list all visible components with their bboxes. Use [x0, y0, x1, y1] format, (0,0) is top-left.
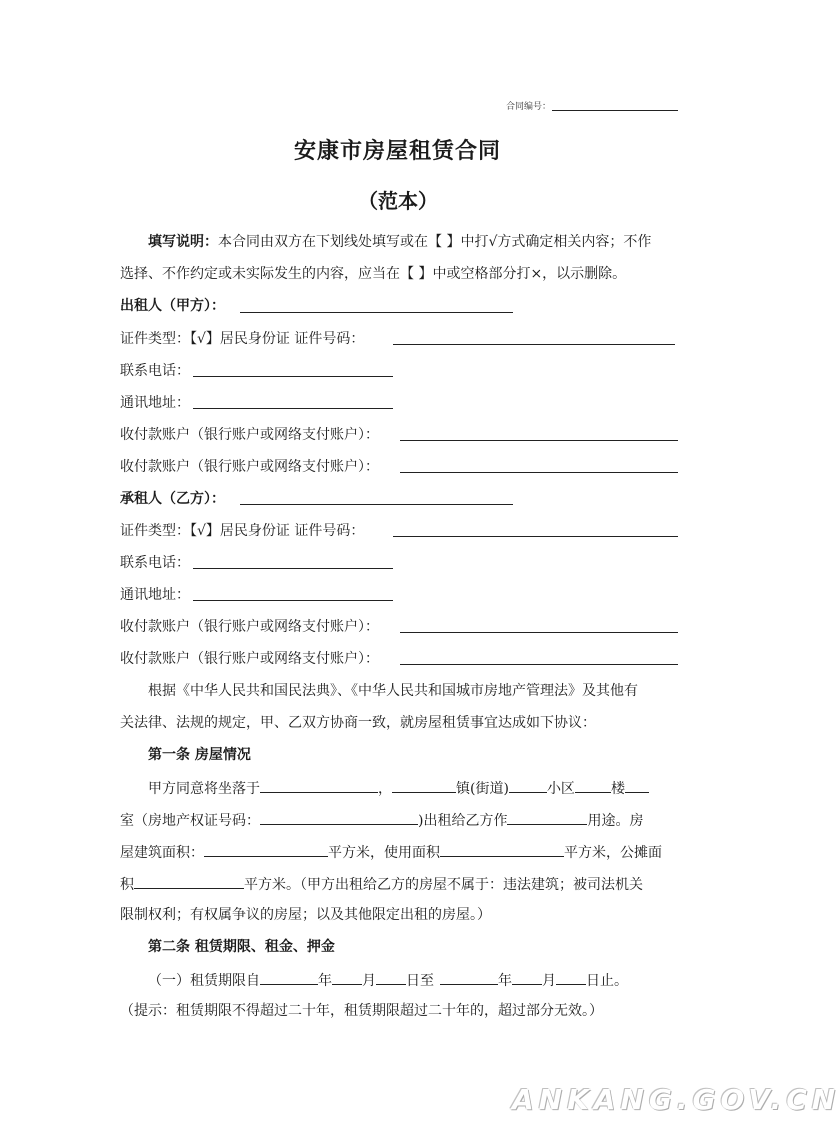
property-use-field[interactable]: [507, 809, 587, 825]
text: 平方米，公摊面: [564, 845, 662, 861]
lessor-account1-label: 收付款账户（银行账户或网络支付账户）：: [120, 427, 379, 443]
property-room-field[interactable]: [625, 777, 649, 793]
instructions-label: 填写说明：: [148, 234, 218, 250]
article-2-line-2: （提示：租赁期限不得超过二十年，租赁期限超过二十年的，超过部分无效。）: [120, 1003, 603, 1019]
text: 月: [362, 973, 376, 989]
lessor-account2-field[interactable]: [400, 472, 678, 473]
text: 积: [120, 877, 134, 893]
article-1-line-4: [120, 873, 643, 895]
lease-end-day-field[interactable]: [556, 969, 586, 985]
article-2-line-1: [148, 969, 628, 991]
text: 楼: [610, 781, 625, 797]
text: （一）租赁期限自: [148, 973, 260, 989]
preamble-line-2: 关法律、法规的规定，甲、乙双方协商一致，就房屋租赁事宜达成如下协议：: [120, 715, 596, 731]
page-subtitle: （范本）: [358, 189, 438, 213]
text: )出租给乙方作: [418, 813, 508, 829]
contract-number-label: 合同编号：: [506, 102, 552, 112]
page-title: 安康市房屋租赁合同: [294, 138, 502, 164]
text: 年: [318, 973, 332, 989]
site-watermark: ANKANG.GOV.CN: [512, 1083, 840, 1116]
lessee-name-field[interactable]: [240, 504, 513, 505]
instructions-line-2: 选择、不作约定或未实际发生的内容，应当在【 】中或空格部分打×，以示删除。: [120, 266, 627, 282]
lease-start-day-field[interactable]: [376, 969, 406, 985]
text: 甲方同意将坐落于: [148, 781, 260, 797]
instructions-line-1: [148, 232, 651, 252]
lease-start-year-field[interactable]: [260, 969, 318, 985]
property-town-field[interactable]: [392, 777, 456, 793]
article-1-line-2: [120, 809, 643, 831]
article-1-line-3: [120, 841, 662, 863]
preamble-line-1: 根据《中华人民共和国民法典》、《中华人民共和国城市房地产管理法》及其他有: [148, 683, 638, 699]
lessor-phone-label: 联系电话：: [120, 363, 190, 379]
lessee-heading: 承租人（乙方）：: [120, 491, 225, 507]
usable-area-field[interactable]: [440, 841, 564, 857]
text: 日止。: [586, 973, 628, 989]
text: 镇(街道): [456, 781, 509, 797]
lease-end-year-field[interactable]: [440, 969, 498, 985]
instructions-text: 本合同由双方在下划线处填写或在【 】中打√方式确定相关内容；不作: [218, 234, 652, 250]
article-1-heading: 第一条 房屋情况: [148, 747, 251, 763]
lessor-id-label: 证件类型：【√】居民身份证 证件号码：: [120, 331, 365, 347]
article-2-heading: 第二条 租赁期限、租金、押金: [148, 939, 335, 955]
property-building-field[interactable]: [575, 777, 611, 793]
lessor-heading: 出租人（甲方）：: [120, 298, 225, 314]
lessee-phone-label: 联系电话：: [120, 555, 190, 571]
lessor-account2-label: 收付款账户（银行账户或网络支付账户）：: [120, 459, 379, 475]
article-1-line-5: 限制权利；有权属争议的房屋；以及其他限定出租的房屋。）: [120, 907, 491, 923]
lease-start-month-field[interactable]: [332, 969, 362, 985]
lessor-account1-field[interactable]: [400, 440, 678, 441]
property-location-field[interactable]: [260, 777, 378, 793]
lessee-account1-field[interactable]: [400, 632, 678, 633]
lessor-phone-field[interactable]: [193, 376, 393, 377]
text: 小区: [546, 781, 575, 797]
property-community-field[interactable]: [509, 777, 547, 793]
lessor-id-field[interactable]: [393, 344, 675, 345]
lessee-address-field[interactable]: [193, 600, 393, 601]
contract-number-field[interactable]: [552, 110, 678, 111]
building-area-field[interactable]: [204, 841, 328, 857]
shared-area-field[interactable]: [134, 873, 244, 889]
lease-end-month-field[interactable]: [512, 969, 542, 985]
text: 平方米。（甲方出租给乙方的房屋不属于：违法建筑；被司法机关: [244, 877, 643, 893]
text: 日至: [406, 973, 434, 989]
lessee-phone-field[interactable]: [193, 568, 393, 569]
text: 月: [542, 973, 556, 989]
lessee-account2-label: 收付款账户（银行账户或网络支付账户）：: [120, 651, 379, 667]
lessee-account2-field[interactable]: [400, 664, 678, 665]
lessee-id-field[interactable]: [393, 536, 678, 537]
text: 平方米，使用面积: [328, 845, 440, 861]
lessor-name-field[interactable]: [240, 312, 513, 313]
article-1-line-1: [148, 777, 649, 799]
text: 室（房地产权证号码：: [120, 813, 260, 829]
lessee-account1-label: 收付款账户（银行账户或网络支付账户）：: [120, 619, 379, 635]
lessor-address-label: 通讯地址：: [120, 395, 190, 411]
text: ，: [378, 781, 392, 797]
lessor-address-field[interactable]: [193, 408, 393, 409]
property-cert-number-field[interactable]: [260, 809, 418, 825]
text: 屋建筑面积：: [120, 845, 204, 861]
lessee-id-label: 证件类型：【√】居民身份证 证件号码：: [120, 523, 365, 539]
lessee-address-label: 通讯地址：: [120, 587, 190, 603]
text: 年: [498, 973, 512, 989]
text: 用途。房: [587, 813, 644, 829]
